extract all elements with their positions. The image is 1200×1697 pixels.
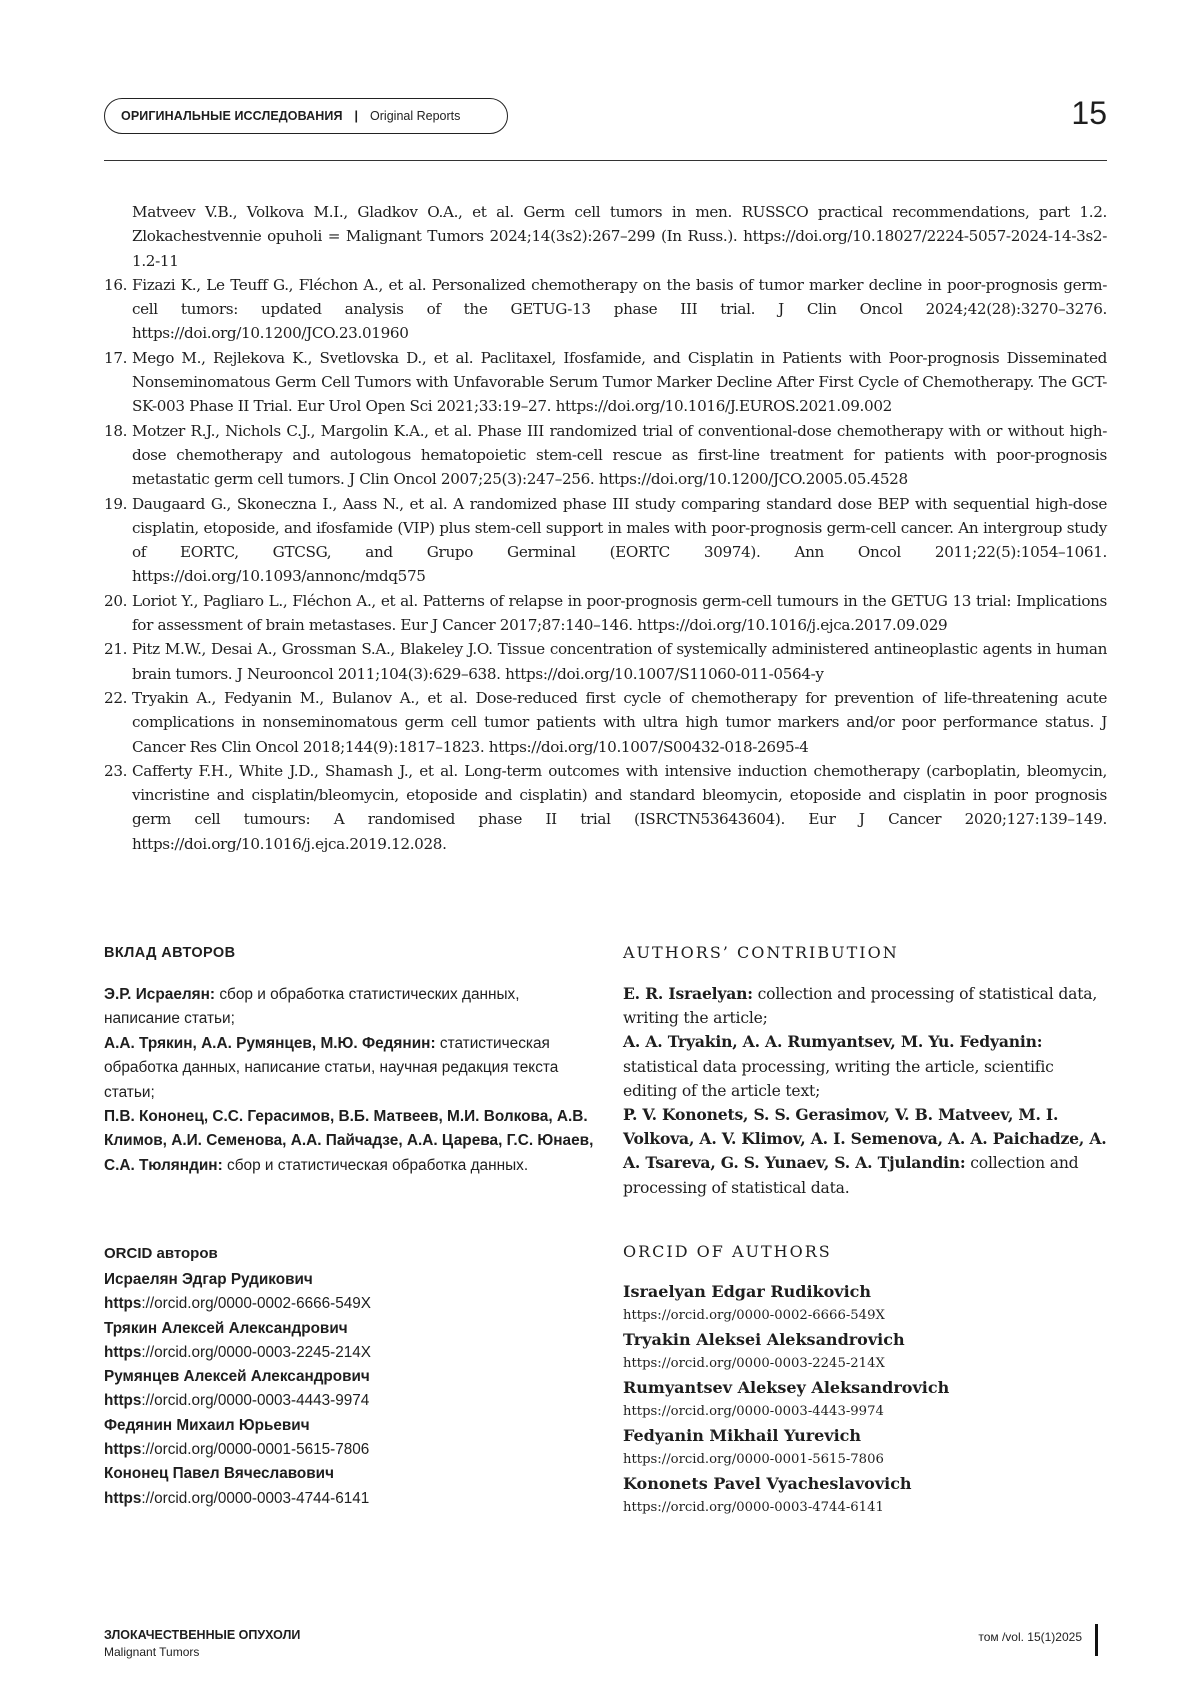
orcid-link-scheme: https (104, 1441, 142, 1459)
author-names: П.В. Кононец, С.С. Герасимов, В.Б. Матвеев, М.И. Волкова, А.В. Климов, А.И. Семенова, А.А. Пайчадзе, А.А. Царева, Г.С. Юнаев, С.А. Тюляндин: (104, 1108, 594, 1174)
contribution-text-en (623, 982, 1107, 1200)
orcid-author-name: Трякин Алексей Александрович (104, 1319, 348, 1337)
reference-number: 21. (104, 640, 128, 659)
reference-continued (104, 200, 1107, 273)
author-names: Э.Р. Исраелян: (104, 986, 216, 1003)
reference-text: Cafferty F.H., White J.D., Shamash J., et al. Long-term outcomes with intensive induction chemotherapy (carboplatin, bleomycin, vincristine and cisplatin/bleomycin, etoposide and cisplatin) and standard bleomycin, etoposide and cisplatin in poor prognosis germ cell tumours: A randomised phase II trial (ISRCTN53643604). Eur J Cancer 2020;127:139–149. https://doi.org/10.1016/j.ejca.2019.12.028. (132, 761, 1107, 853)
footer-marker-bar (1095, 1624, 1098, 1656)
orcid-heading-ru: ORCID авторов (104, 1245, 218, 1262)
reference-item (104, 637, 1107, 686)
orcid-link[interactable]: https://orcid.org/0000-0003-2245-214X (623, 1356, 885, 1371)
orcid-link-scheme: https (104, 1392, 142, 1410)
orcid-author-name: Кононец Павел Вячеславович (104, 1465, 334, 1483)
section-separator: | (354, 109, 359, 123)
contribution-role: сбор и обработка статистических данных, написание статьи; (104, 986, 520, 1028)
journal-title-ru: ЗЛОКАЧЕСТВЕННЫЕ ОПУХОЛИ (104, 1628, 301, 1642)
orcid-link[interactable]: https://orcid.org/0000-0003-4443-9974 (623, 1404, 884, 1419)
orcid-author-name: Fedyanin Mikhail Yurevich (623, 1426, 862, 1445)
orcid-link-scheme: https (104, 1343, 142, 1361)
orcid-author-name: Исраелян Эдгар Рудикович (104, 1271, 313, 1288)
reference-item (104, 589, 1107, 638)
orcid-ru (104, 1245, 371, 1511)
orcid-link-scheme: https (104, 1295, 142, 1313)
reference-number: 20. (104, 591, 128, 610)
reference-text: Fizazi K., Le Teuff G., Fléchon A., et al. Personalized chemotherapy on the basis of tumor marker decline in poor-prognosis germ-cell tumors: updated analysis of the GETUG-13 phase III trial. J Clin Oncol 2024;42(28):3270–3276. https://doi.org/10.1200/JCO.23.01960 (132, 275, 1107, 343)
journal-title-en: Malignant Tumors (104, 1645, 200, 1659)
page-number: 15 (1071, 95, 1107, 131)
author-names: E. R. Israelyan: (623, 984, 753, 1003)
contribution-en (623, 945, 1107, 1200)
orcid-author-name: Федянин Михаил Юрьевич (104, 1416, 310, 1434)
orcid-link-path: ://orcid.org/0000-0002-6666-549X (141, 1295, 372, 1313)
orcid-author-name: Tryakin Aleksei Aleksandrovich (623, 1330, 905, 1349)
reference-number: 22. (104, 688, 128, 707)
reference-number: 17. (104, 348, 128, 367)
orcid-link-path: ://orcid.org/0000-0001-5615-7806 (141, 1441, 370, 1459)
header-divider (104, 160, 1107, 161)
contribution-heading-ru: ВКЛАД АВТОРОВ (104, 945, 236, 961)
orcid-link[interactable] (104, 1438, 371, 1462)
orcid-author-name: Rumyantsev Aleksey Aleksandrovich (623, 1378, 950, 1397)
orcid-link-path: ://orcid.org/0000-0003-4443-9974 (141, 1392, 370, 1410)
reference-text: Mego M., Rejlekova K., Svetlovska D., et al. Paclitaxel, Ifosfamide, and Cisplatin in Patients with Poor-prognosis Disseminated Nonseminomatous Germ Cell Tumors with Unfavorable Serum Tumor Marker Decline After First Cycle of Chemotherapy. The GCT-SK-003 Phase II Trial. Eur Urol Open Sci 2021;33:19–27. https://doi.org/10.1016/J.EUROS.2021.09.002 (132, 348, 1107, 416)
reference-number: 23. (104, 761, 128, 780)
reference-item (104, 492, 1107, 589)
author-names: A. A. Tryakin, A. A. Rumyantsev, M. Yu. Fedyanin: (623, 1032, 1043, 1052)
contribution-heading-en: AUTHORS’ CONTRIBUTION (623, 943, 899, 962)
section-header-pill (104, 98, 508, 134)
contribution-role: statistical data processing, writing the article, scientific editing of the article text; (623, 1057, 1054, 1100)
footer-journal (104, 1628, 300, 1659)
contribution-text-ru (104, 983, 594, 1178)
section-title-en: Original Reports (370, 109, 461, 123)
orcid-link[interactable]: https://orcid.org/0000-0001-5615-7806 (623, 1452, 884, 1467)
orcid-author-name: Румянцев Алексей Александрович (104, 1368, 370, 1386)
orcid-author-name: Kononets Pavel Vyacheslavovich (623, 1474, 912, 1493)
section-title-ru: ОРИГИНАЛЬНЫЕ ИССЛЕДОВАНИЯ (121, 109, 343, 123)
orcid-en (623, 1242, 949, 1519)
reference-text: Motzer R.J., Nichols C.J., Margolin K.A., et al. Phase III randomized trial of conventional-dose chemotherapy with or without high-dose chemotherapy and autologous hematopoietic stem-cell rescue as first-line treatment for patients with poor-prognosis metastatic germ cell tumors. J Clin Oncol 2007;25(3):247–256. https://doi.org/10.1200/JCO.2005.05.4528 (132, 421, 1107, 489)
orcid-link[interactable] (104, 1341, 371, 1365)
reference-item (104, 686, 1107, 759)
reference-text: Tryakin A., Fedyanin M., Bulanov A., et al. Dose-reduced first cycle of chemotherapy for prevention of life-threatening acute complications in nonseminomatous germ cell tumor patients with ultra high tumor markers and/or poor performance status. J Cancer Res Clin Oncol 2018;144(9):1817–1823. https://doi.org/10.1007/S00432-018-2695-4 (132, 688, 1107, 756)
orcid-link[interactable] (104, 1487, 371, 1511)
reference-item (104, 759, 1107, 856)
orcid-link-path: ://orcid.org/0000-0003-2245-214X (141, 1343, 372, 1361)
contribution-role: collection and processing of statistical data. (623, 1154, 1079, 1197)
orcid-link-path: ://orcid.org/0000-0003-4744-6141 (141, 1489, 370, 1507)
reference-text: Matveev V.B., Volkova M.I., Gladkov O.A., et al. Germ cell tumors in men. RUSSCO practical recommendations, part 1.2. Zlokachestvennie opuholi = Malignant Tumors 2024;14(3s2):267–299 (In Russ.). https://doi.org/10.18027/2224-5057-2024-14-3s2-1.2-11 (132, 203, 1107, 270)
orcid-heading-en: ORCID OF AUTHORS (623, 1242, 832, 1261)
reference-text: Loriot Y., Pagliaro L., Fléchon A., et al. Patterns of relapse in poor-prognosis germ-cell tumours in the GETUG 13 trial: Implications for assessment of brain metastases. Eur J Cancer 2017;87:140–146. https://doi.org/10.1016/j.ejca.2017.09.029 (132, 591, 1107, 635)
contribution-ru (104, 945, 594, 1178)
contribution-role: сбор и статистическая обработка данных. (222, 1156, 529, 1174)
reference-item (104, 346, 1107, 419)
contribution-role: статистическая обработка данных, написание статьи, научная редакция текста статьи; (104, 1034, 559, 1101)
orcid-author-name: Israelyan Edgar Rudikovich (623, 1282, 872, 1301)
footer-volume: том /vol. 15(1)2025 (978, 1630, 1082, 1644)
author-names: А.А. Трякин, А.А. Румянцев, М.Ю. Федянин: (104, 1034, 436, 1052)
contribution-role: collection and processing of statistical data, writing the article; (623, 985, 1098, 1028)
orcid-link[interactable] (104, 1389, 371, 1413)
references-list (104, 200, 1107, 856)
reference-number: 18. (104, 421, 128, 440)
orcid-link-scheme: https (104, 1489, 142, 1507)
author-names: P. V. Kononets, S. S. Gerasimov, V. B. Matveev, M. I. Volkova, A. V. Klimov, A. I. Semenova, A. A. Paichadze, A. A. Tsareva, G. S. Yunaev, S. A. Tjulandin: (623, 1105, 1107, 1173)
reference-item (104, 419, 1107, 492)
orcid-link[interactable] (104, 1292, 371, 1316)
reference-text: Daugaard G., Skoneczna I., Aass N., et al. A randomized phase III study comparing standard dose BEP with sequential high-dose cisplatin, etoposide, and ifosfamide (VIP) plus stem-cell support in males with poor-prognosis germ-cell cancer. An intergroup study of EORTC, GTCSG, and Grupo Germinal (EORTC 30974). Ann Oncol 2011;22(5):1054–1061. https://doi.org/10.1093/annonc/mdq575 (132, 494, 1107, 586)
orcid-link[interactable]: https://orcid.org/0000-0002-6666-549X (623, 1308, 885, 1323)
reference-text: Pitz M.W., Desai A., Grossman S.A., Blakeley J.O. Tissue concentration of systemically administered antineoplastic agents in human brain tumors. J Neurooncol 2011;104(3):629–638. https://doi.org/10.1007/S11060-011-0564-y (132, 640, 1107, 683)
reference-number: 19. (104, 494, 128, 513)
reference-number: 16. (104, 275, 128, 294)
reference-item (104, 273, 1107, 346)
orcid-link[interactable]: https://orcid.org/0000-0003-4744-6141 (623, 1500, 884, 1515)
